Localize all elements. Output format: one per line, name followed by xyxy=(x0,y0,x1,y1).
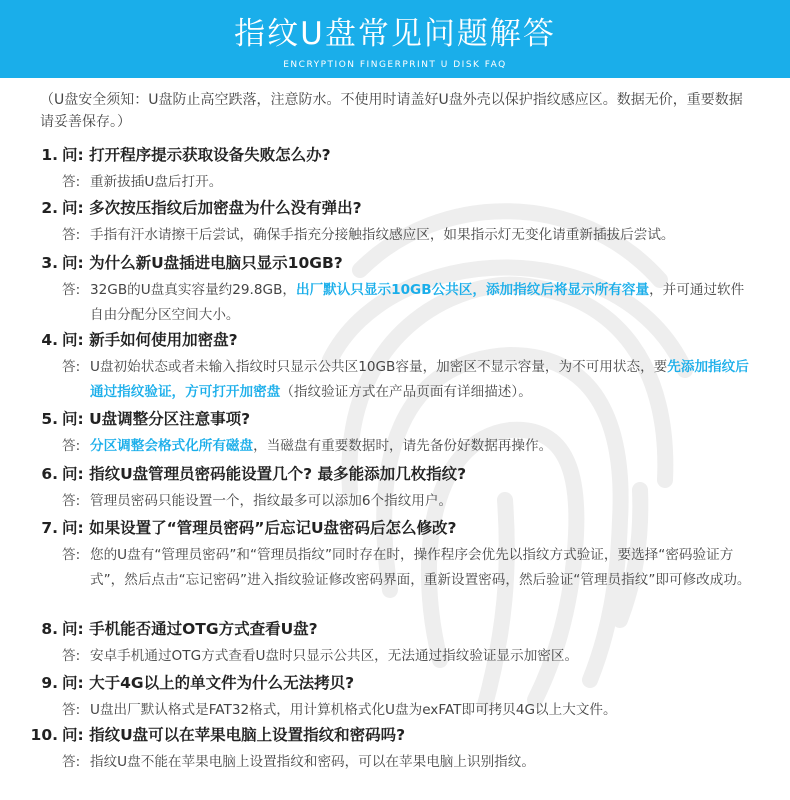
faq-question xyxy=(0,723,790,747)
faq-item xyxy=(0,671,790,723)
highlight-text: 分区调整会格式化所有磁盘 xyxy=(90,438,254,454)
faq-answer-label: 答: xyxy=(62,702,81,718)
faq-answer-text xyxy=(90,644,755,669)
faq-answer-text xyxy=(90,278,755,328)
faq-answer xyxy=(0,489,790,514)
header-banner xyxy=(0,0,790,78)
faq-answer xyxy=(0,434,790,459)
answer-segment: 重新拔插U盘后打开。 xyxy=(90,174,223,190)
faq-answer-text xyxy=(90,170,755,195)
faq-question xyxy=(0,407,790,431)
faq-answer-text xyxy=(90,355,755,405)
safety-notice: （U盘安全须知：U盘防止高空跌落，注意防水。不使用时请盖好U盘外壳以保护指纹感应区。数据无价，重要数据 请妥善保存。） xyxy=(40,92,743,130)
faq-answer xyxy=(0,698,790,723)
faq-answer-text xyxy=(90,543,755,593)
faq-item xyxy=(0,617,790,669)
faq-answer-label: 答: xyxy=(62,282,81,298)
faq-number: 7. xyxy=(41,519,58,537)
faq-answer-text xyxy=(90,750,755,775)
answer-segment: 管理员密码只能设置一个，指纹最多可以添加6个指纹用户。 xyxy=(90,493,453,509)
faq-answer-label: 答: xyxy=(62,438,81,454)
answer-segment: U盘初始状态或者未输入指纹时只显示公共区10GB容量，加密区不显示容量，为不可用状态，要 xyxy=(90,359,668,375)
faq-question-text: 问: 为什么新U盘插进电脑只显示10GB? xyxy=(62,254,343,272)
faq-answer-label: 答: xyxy=(62,493,81,509)
faq-question xyxy=(0,671,790,695)
faq-item xyxy=(0,723,790,775)
answer-segment: 您的U盘有“管理员密码”和“管理员指纹”同时存在时，操作程序会优先以指纹方式验证，要选择“密码验证方式”，然后点击“忘记密码”进入指纹验证修改密码界面，重新设置密码，然后验证“管理员指纹”即可修改成功。 xyxy=(90,547,751,588)
faq-item xyxy=(0,196,790,248)
faq-answer xyxy=(0,543,790,593)
answer-segment: ，并可通过软件自由分配分区空间大小。 xyxy=(90,282,745,323)
faq-answer xyxy=(0,278,790,328)
highlight-text: 出厂默认只显示10GB公共区，添加指纹后将显示所有容量 xyxy=(295,282,650,298)
page-subtitle: ENCRYPTION FINGERPRINT U DISK FAQ xyxy=(283,60,507,70)
faq-answer xyxy=(0,355,790,405)
faq-question xyxy=(0,328,790,352)
page-title: 指纹U盘常见问题解答 xyxy=(234,16,556,52)
faq-answer-label: 答: xyxy=(62,547,81,563)
faq-question xyxy=(0,143,790,167)
faq-answer-text xyxy=(90,698,755,723)
faq-item xyxy=(0,251,790,328)
faq-item xyxy=(0,462,790,514)
faq-question-text: 问: 指纹U盘可以在苹果电脑上设置指纹和密码吗? xyxy=(62,726,406,744)
faq-question xyxy=(0,462,790,486)
faq-number: 2. xyxy=(41,199,58,217)
faq-item xyxy=(0,328,790,405)
faq-number: 8. xyxy=(41,620,58,638)
highlight-text: 先添加指纹后通过指纹验证，方可打开加密盘 xyxy=(90,359,749,400)
faq-question-text: 问: 打开程序提示获取设备失败怎么办? xyxy=(62,146,331,164)
faq-question-text: 问: 大于4G以上的单文件为什么无法拷贝? xyxy=(62,674,355,692)
faq-answer-text xyxy=(90,434,755,459)
faq-item xyxy=(0,143,790,195)
answer-segment: U盘出厂默认格式是FAT32格式，用计算机格式化U盘为exFAT即可拷贝4G以上大文件。 xyxy=(90,702,617,718)
faq-number: 3. xyxy=(41,254,58,272)
faq-question-text: 问: 多次按压指纹后加密盘为什么没有弹出? xyxy=(62,199,362,217)
faq-question-text: 问: 新手如何使用加密盘? xyxy=(62,331,238,349)
answer-segment: 32GB的U盘真实容量约29.8GB， xyxy=(90,282,296,298)
faq-number: 5. xyxy=(41,410,58,428)
faq-answer xyxy=(0,223,790,248)
faq-question-text: 问: 指纹U盘管理员密码能设置几个? 最多能添加几枚指纹? xyxy=(62,465,467,483)
faq-answer-label: 答: xyxy=(62,174,81,190)
faq-question-text: 问: U盘调整分区注意事项? xyxy=(62,410,251,428)
faq-answer xyxy=(0,170,790,195)
faq-answer-label: 答: xyxy=(62,359,81,375)
faq-question xyxy=(0,251,790,275)
faq-answer-label: 答: xyxy=(62,754,81,770)
faq-number: 6. xyxy=(41,465,58,483)
answer-segment: 指纹U盘不能在苹果电脑上设置指纹和密码，可以在苹果电脑上识别指纹。 xyxy=(90,754,535,770)
faq-number: 10. xyxy=(30,726,58,744)
faq-answer-label: 答: xyxy=(62,648,81,664)
faq-question xyxy=(0,196,790,220)
faq-question xyxy=(0,617,790,641)
answer-segment: （指纹验证方式在产品页面有详细描述）。 xyxy=(280,384,532,400)
answer-segment: 安卓手机通过OTG方式查看U盘时只显示公共区，无法通过指纹验证显示加密区。 xyxy=(90,648,579,664)
faq-number: 4. xyxy=(41,331,58,349)
faq-number: 9. xyxy=(41,674,58,692)
faq-question-text: 问: 手机能否通过OTG方式查看U盘? xyxy=(62,620,318,638)
faq-answer-text xyxy=(90,223,755,248)
faq-answer-text xyxy=(90,489,755,514)
faq-item xyxy=(0,407,790,459)
answer-segment: 手指有汗水请擦干后尝试，确保手指充分接触指纹感应区，如果指示灯无变化请重新插拔后尝试。 xyxy=(90,227,675,243)
answer-segment: ，当磁盘有重要数据时，请先备份好数据再操作。 xyxy=(253,438,553,454)
faq-answer xyxy=(0,750,790,775)
faq-number: 1. xyxy=(41,146,58,164)
faq-question xyxy=(0,516,790,540)
faq-answer xyxy=(0,644,790,669)
faq-answer-label: 答: xyxy=(62,227,81,243)
faq-question-text: 问: 如果设置了“管理员密码”后忘记U盘密码后怎么修改? xyxy=(62,519,457,537)
faq-item xyxy=(0,516,790,593)
